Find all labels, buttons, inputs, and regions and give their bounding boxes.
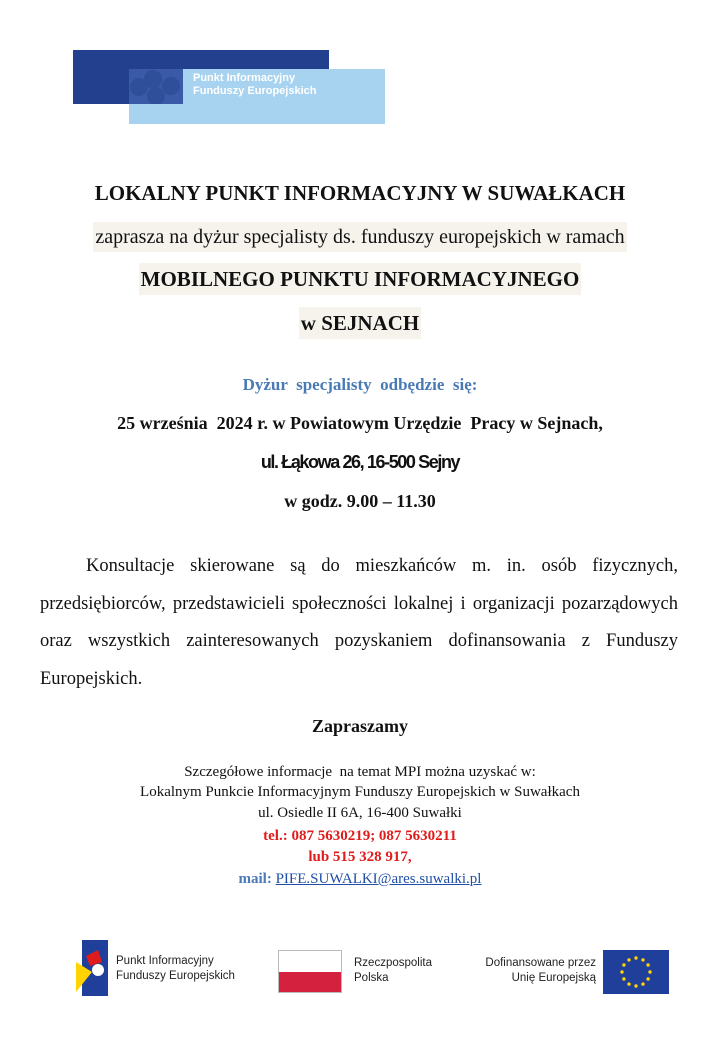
heading-line3-text: MOBILNEGO PUNKTU INFORMACYJNEGO xyxy=(139,263,582,295)
heading-line2-text: zaprasza na dyżur specjalisty ds. funduszy europejskich w ramach xyxy=(93,222,626,252)
invitation-heading: Zapraszamy xyxy=(312,716,408,736)
heading-line1-text: LOKALNY PUNKT INFORMACYJNY W SUWAŁKACH xyxy=(94,181,626,205)
footer-pl-line1: Rzeczpospolita xyxy=(354,957,432,969)
fe-info-point-banner-logo xyxy=(73,50,385,124)
fe-flag-logo-icon xyxy=(76,940,112,998)
mail-label: mail: xyxy=(238,871,272,887)
contact-line1: Szczegółowe informacje na temat MPI można uzyskać w: xyxy=(184,764,536,780)
contact-line2: Lokalnym Punkcie Informacyjnym Funduszy Europejskich w Suwałkach xyxy=(140,784,580,800)
footer-pl-line2: Polska xyxy=(354,972,389,984)
heading-line4-text: w SEJNACH xyxy=(299,307,421,339)
footer-fe-line2: Funduszy Europejskich xyxy=(116,970,235,982)
footer-eu-label xyxy=(472,956,596,986)
contact-phone: tel.: 087 5630219; 087 5630211 xyxy=(263,828,457,844)
duty-intro: Dyżur specjalisty odbędzie się: xyxy=(242,375,478,394)
contact-mobile: lub 515 328 917, xyxy=(308,849,412,865)
consultation-paragraph: Konsultacje skierowane są do mieszkańców m. in. osób fizycznych, przedsiębiorców, przedstawicieli społeczności lokalnej i organizacji pozarządowych oraz wszystkich zainteresowanych pozyskaniem dofinansowania z Funduszy Europejskich. xyxy=(40,556,678,689)
footer-fe-label xyxy=(116,954,235,984)
banner-logo-line2: Funduszy Europejskich xyxy=(193,85,317,97)
footer-fe-line1: Punkt Informacyjny xyxy=(116,955,214,967)
duty-hours: w godz. 9.00 – 11.30 xyxy=(284,491,436,511)
banner-logo-text xyxy=(193,72,316,98)
heading-line3 xyxy=(0,267,720,292)
polish-flag-red xyxy=(279,972,341,993)
contact-mail xyxy=(0,869,720,889)
duty-date-place: 25 września 2024 r. w Powiatowym Urzędzie Pracy w Sejnach, xyxy=(117,413,603,433)
footer-eu-line1: Dofinansowane przez xyxy=(485,957,596,969)
duty-address: ul. Łąkowa 26, 16-500 Sejny xyxy=(260,452,460,472)
polish-flag-white xyxy=(279,951,341,972)
eu-flag-icon xyxy=(603,950,669,994)
eu-stars-mark-icon xyxy=(129,69,183,104)
heading-line2 xyxy=(0,226,720,249)
footer-eu-line2: Unię Europejską xyxy=(511,972,596,984)
heading-line4 xyxy=(0,311,720,336)
mail-link[interactable]: PIFE.SUWALKI@ares.suwalki.pl xyxy=(275,871,482,887)
polish-flag-icon xyxy=(278,950,342,993)
contact-address: ul. Osiedle II 6A, 16-400 Suwałki xyxy=(258,805,462,821)
footer-pl-label xyxy=(354,956,432,986)
heading-line1 xyxy=(0,181,720,206)
banner-logo-line1: Punkt Informacyjny xyxy=(193,72,296,84)
